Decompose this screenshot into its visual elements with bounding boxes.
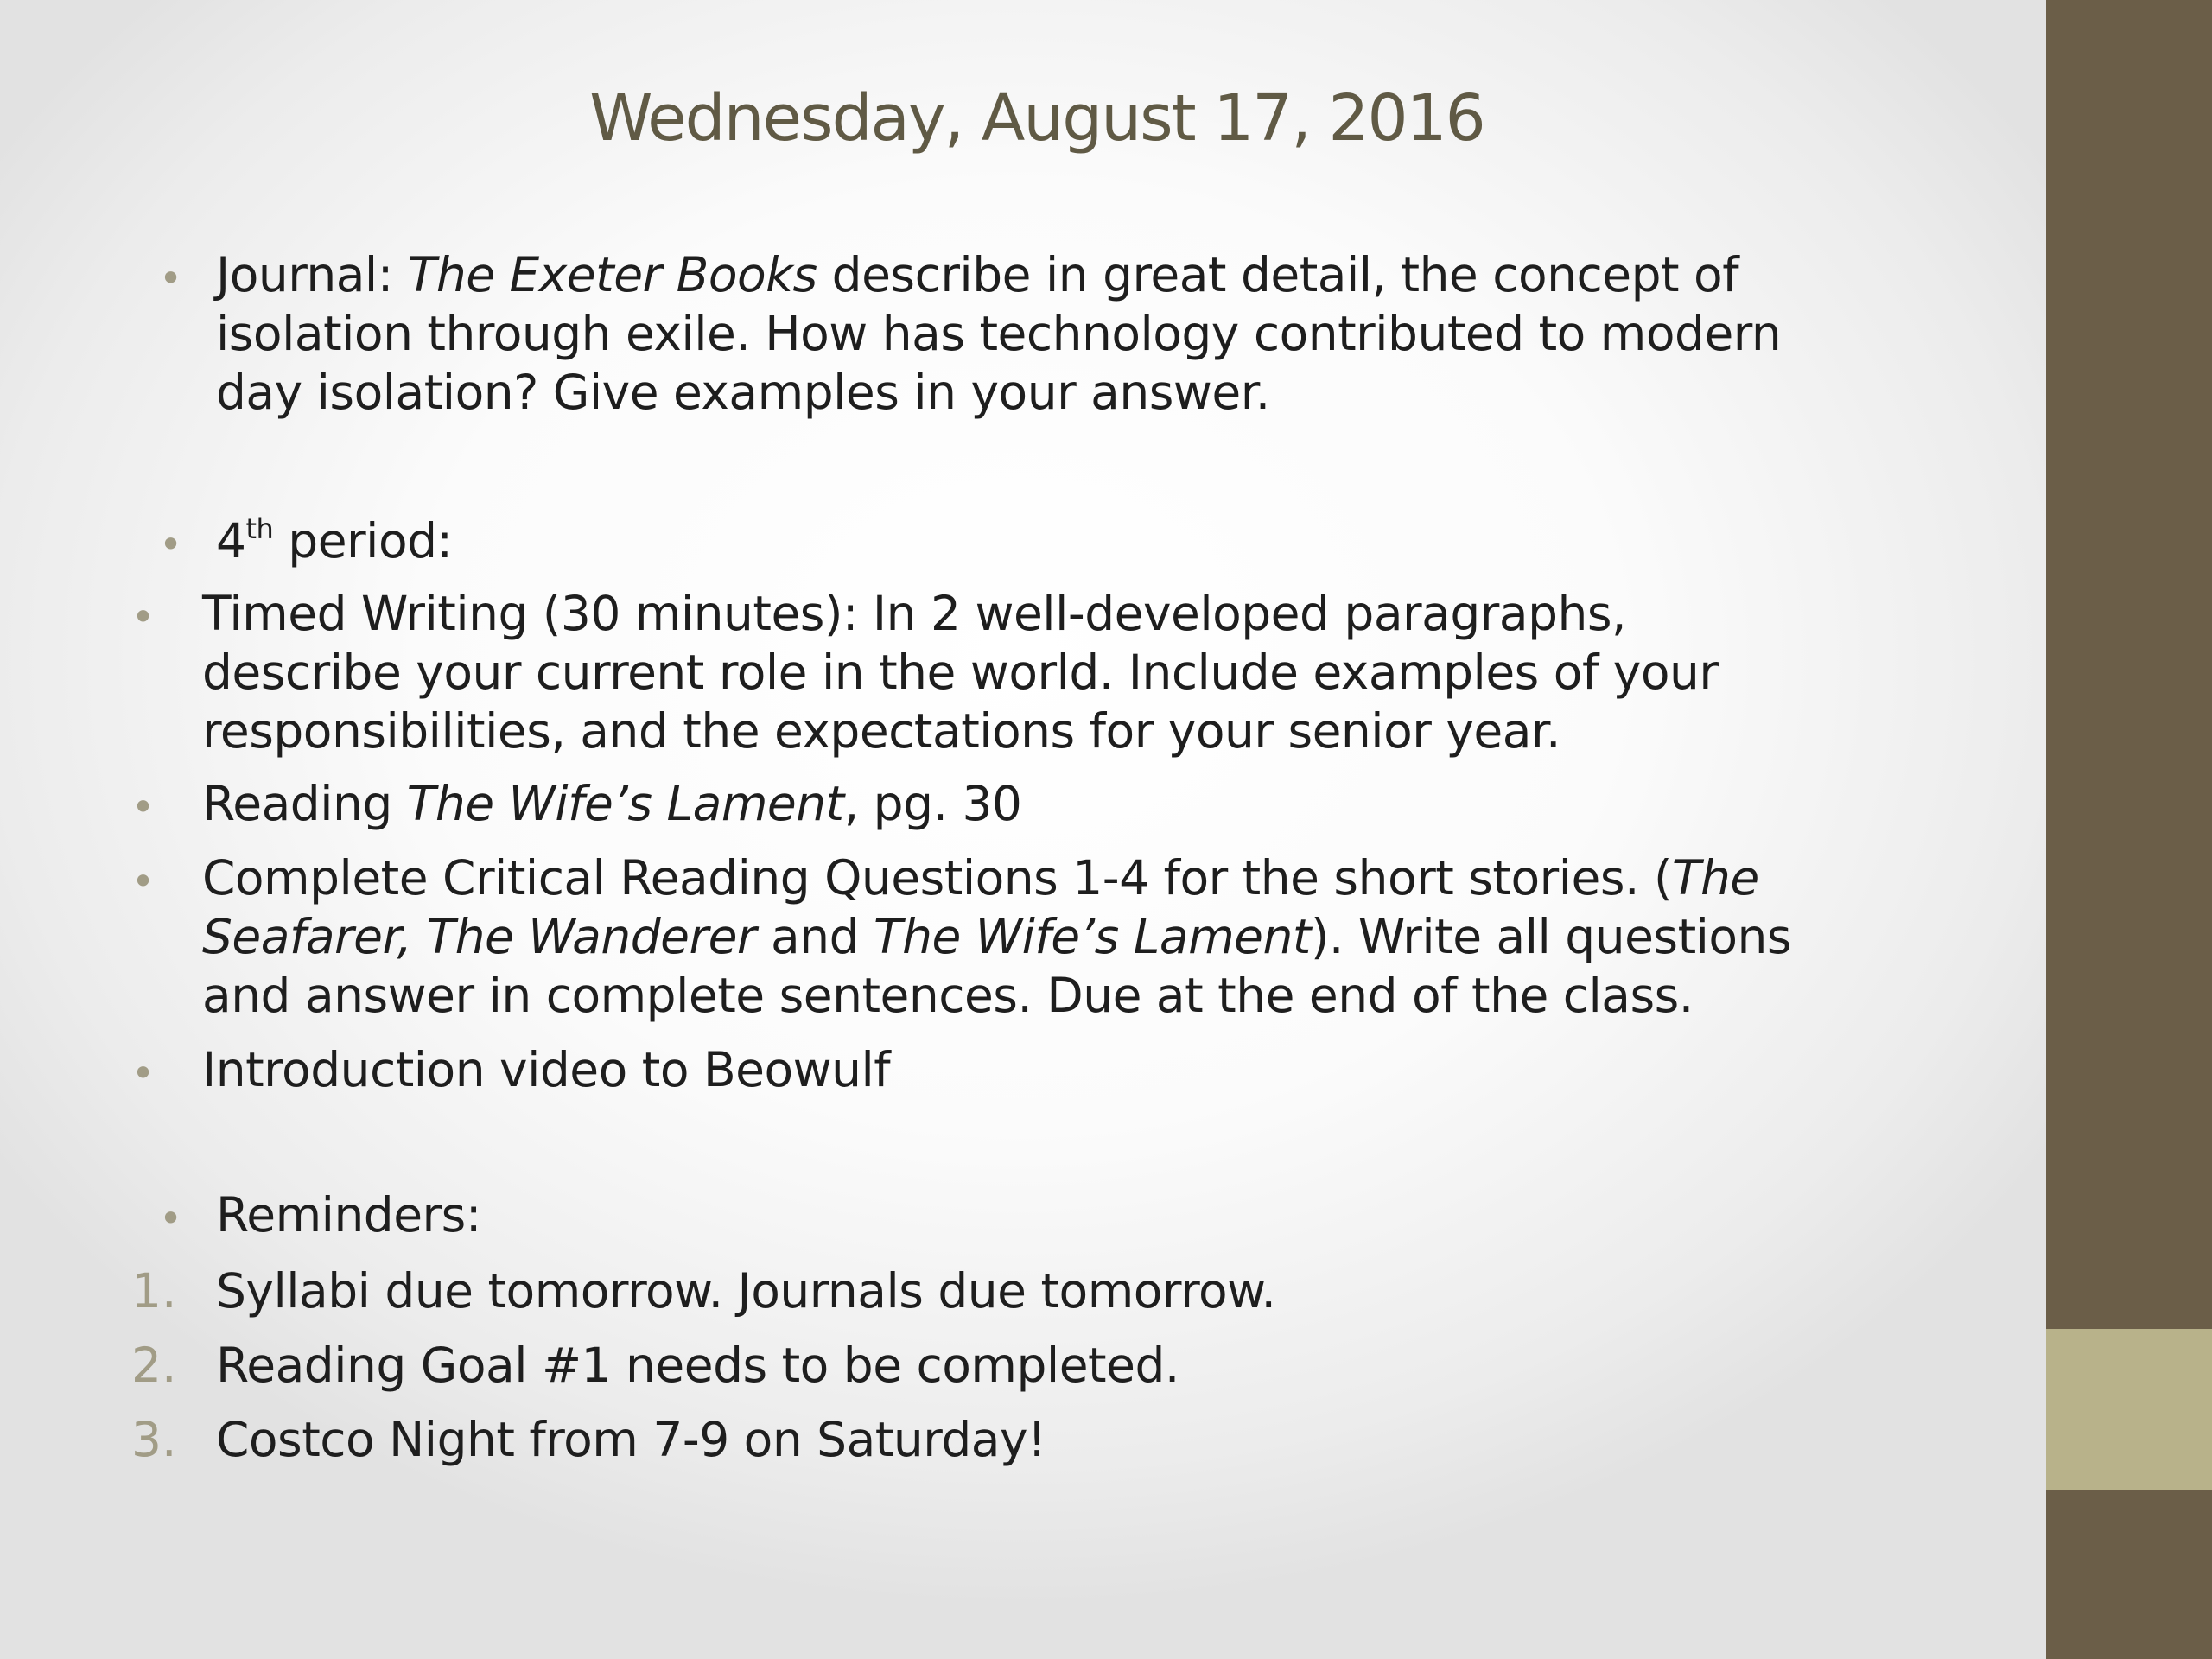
journal-label: Journal:: [216, 247, 408, 302]
reminder-number: 1.: [131, 1263, 177, 1319]
reminders-label: Reminders:: [216, 1187, 481, 1243]
bullet-icon: •: [131, 858, 156, 905]
bullet-icon: •: [159, 1195, 183, 1242]
reminder-item: Costco Night from 7-9 on Saturday!: [216, 1412, 1046, 1467]
timed-writing-line-1: Timed Writing (30 minutes): In 2 well-developed paragraphs,: [202, 586, 1626, 641]
reading-line: Reading The Wife’s Lament, pg. 30: [202, 776, 1022, 831]
reminder-item: Reading Goal #1 needs to be completed.: [216, 1338, 1179, 1393]
slide-title: Wednesday, August 17, 2016: [589, 81, 1484, 156]
timed-writing-line-3: responsibilities, and the expectations for your senior year.: [202, 703, 1560, 759]
decorative-sidebar-accent: [2046, 1329, 2212, 1490]
reminder-number: 3.: [131, 1412, 177, 1467]
journal-line-3: day isolation? Give examples in your answer.: [216, 365, 1270, 420]
critical-line-1: Complete Critical Reading Questions 1-4 for the short stories. (The: [202, 850, 1759, 906]
bullet-icon: •: [131, 784, 156, 830]
journal-line1-rest: describe in great detail, the concept of: [817, 247, 1739, 302]
journal-book-title: The Exeter Books: [407, 247, 817, 302]
video-line: Introduction video to Beowulf: [202, 1042, 891, 1097]
critical-line-2: Seafarer, The Wanderer and The Wife’s Lament). Write all questions: [202, 909, 1792, 964]
reminder-item: Syllabi due tomorrow. Journals due tomorrow.: [216, 1263, 1276, 1319]
critical-line-3: and answer in complete sentences. Due at the end of the class.: [202, 968, 1694, 1023]
period-label: 4th period:: [216, 512, 453, 569]
bullet-icon: •: [159, 521, 183, 568]
timed-writing-line-2: describe your current role in the world. Include examples of your: [202, 645, 1719, 700]
reminder-number: 2.: [131, 1338, 177, 1393]
journal-line-1: [216, 245, 1738, 304]
bullet-icon: •: [131, 594, 156, 640]
bullet-icon: •: [131, 1050, 156, 1096]
journal-line-2: isolation through exile. How has technology contributed to modern: [216, 306, 1782, 361]
reading-title: The Wife’s Lament: [406, 776, 844, 831]
bullet-icon: •: [159, 255, 183, 302]
